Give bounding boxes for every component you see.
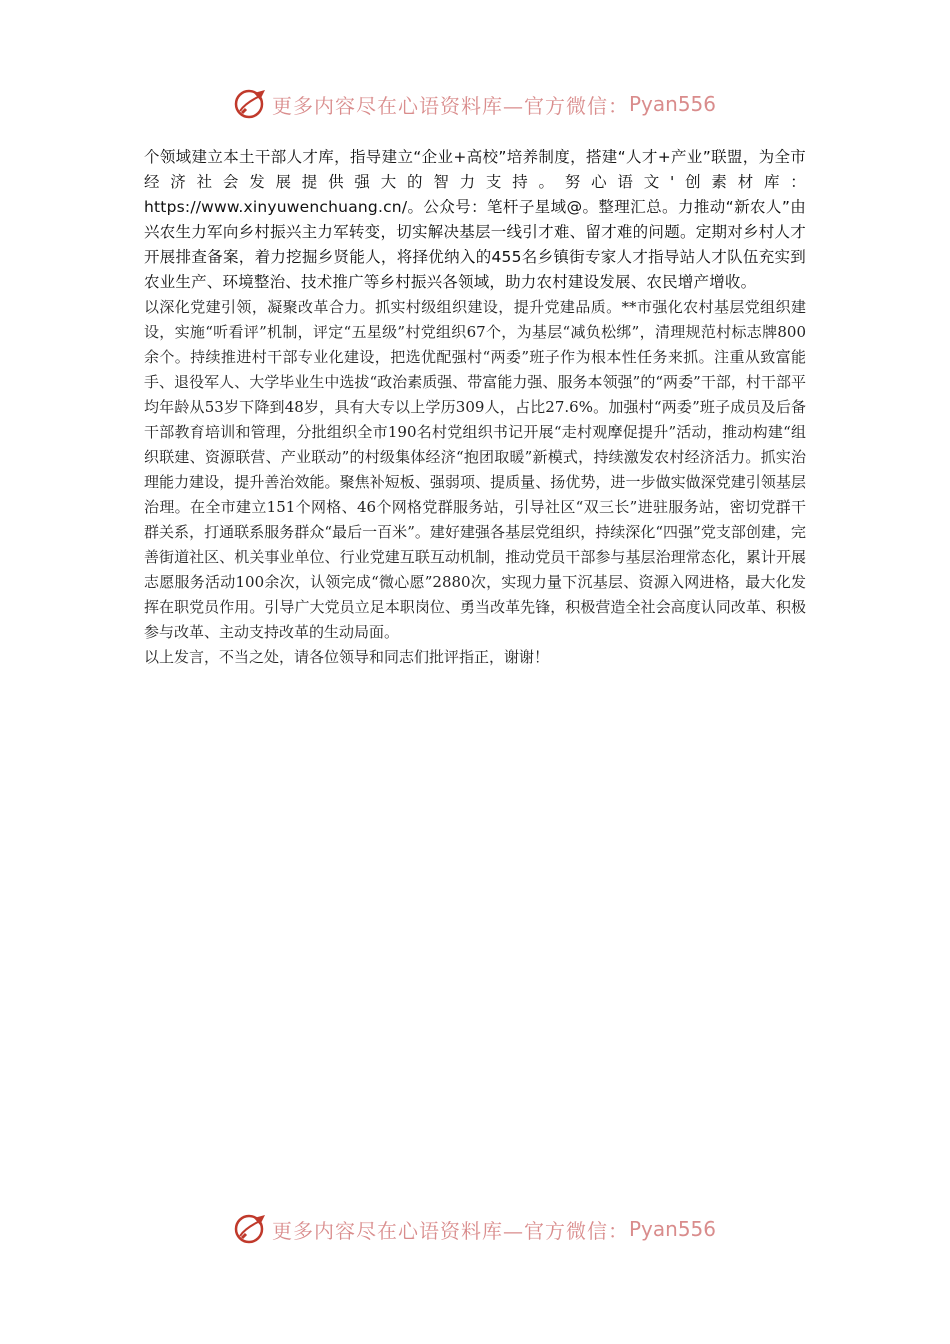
- watermark-text: 更多内容尽在心语资料库—官方微信：: [271, 93, 629, 118]
- watermark-id: Pyan556: [628, 1217, 716, 1241]
- pen-logo-icon: [234, 87, 268, 121]
- watermark-id: Pyan556: [628, 92, 716, 116]
- pen-logo-icon: [234, 1212, 268, 1246]
- watermark-text: 更多内容尽在心语资料库—官方微信：: [271, 1218, 629, 1243]
- document-body: [144, 145, 806, 670]
- watermark-banner-bottom: [0, 1209, 950, 1249]
- paragraph-party-building: 以深化党建引领，凝聚改革合力。抓实村级组织建设，提升党建品质。**市强化农村基层党组织建设，实施“听看评”机制，评定“五星级”村党组织67个，为基层“减负松绑”，清理规范村标志牌800余个。持续推进村干部专业化建设，把选优配强村“两委”班子作为根本性任务来抓。注重从致富能手、退役军人、大学毕业生中选拔“政治素质强、带富能力强、服务本领强”的“两委”干部，村干部平均年龄从53岁下降到48岁，具有大专以上学历309人，占比27.6%。加强村“两委”班子成员及后备干部教育培训和管理，分批组织全市190名村党组织书记开展“走村观摩促提升”活动，推动构建“组织联建、资源联营、产业联动”的村级集体经济“抱团取暖”新模式，持续激发农村经济活力。抓实治理能力建设，提升善治效能。聚焦补短板、强弱项、提质量、扬优势，进一步做实做深党建引领基层治理。在全市建立151个网格、46个网格党群服务站，引导社区“双三长”进驻服务站，密切党群干群关系，打通联系服务群众“最后一百米”。建好建强各基层党组织，持续深化“四强”党支部创建，完善街道社区、机关事业单位、行业党建互联互动机制，推动党员干部参与基层治理常态化，累计开展志愿服务活动100余次，认领完成“微心愿”2880次，实现力量下沉基层、资源入网进格，最大化发挥在职党员作用。引导广大党员立足本职岗位、勇当改革先锋，积极营造全社会高度认同改革、积极参与改革、主动支持改革的生动局面。: [144, 298, 806, 641]
- paragraph-talent: 个领域建立本土干部人才库，指导建立“企业+高校”培养制度，搭建“人才+产业”联盟，为全市经济社会发展提供强大的智力支持。努心语文'创素材库：https://www.xinyuwenchuang.cn/。公众号：笔杆子星域@。整理汇总。力推动“新农人”由兴农生力军向乡村振兴主力军转变，切实解决基层一线引才难、留才难的问题。定期对乡村人才开展排查备案，着力挖掘乡贤能人，将择优纳入的455名乡镇街专家人才指导站人才队伍充实到农业生产、环境整治、技术推广等乡村振兴各领域，助力农村建设发展、农民增产增收。: [144, 148, 806, 291]
- watermark-banner-top: [0, 84, 950, 124]
- paragraph-closing: 以上发言，不当之处，请各位领导和同志们批评指正，谢谢！: [144, 648, 550, 666]
